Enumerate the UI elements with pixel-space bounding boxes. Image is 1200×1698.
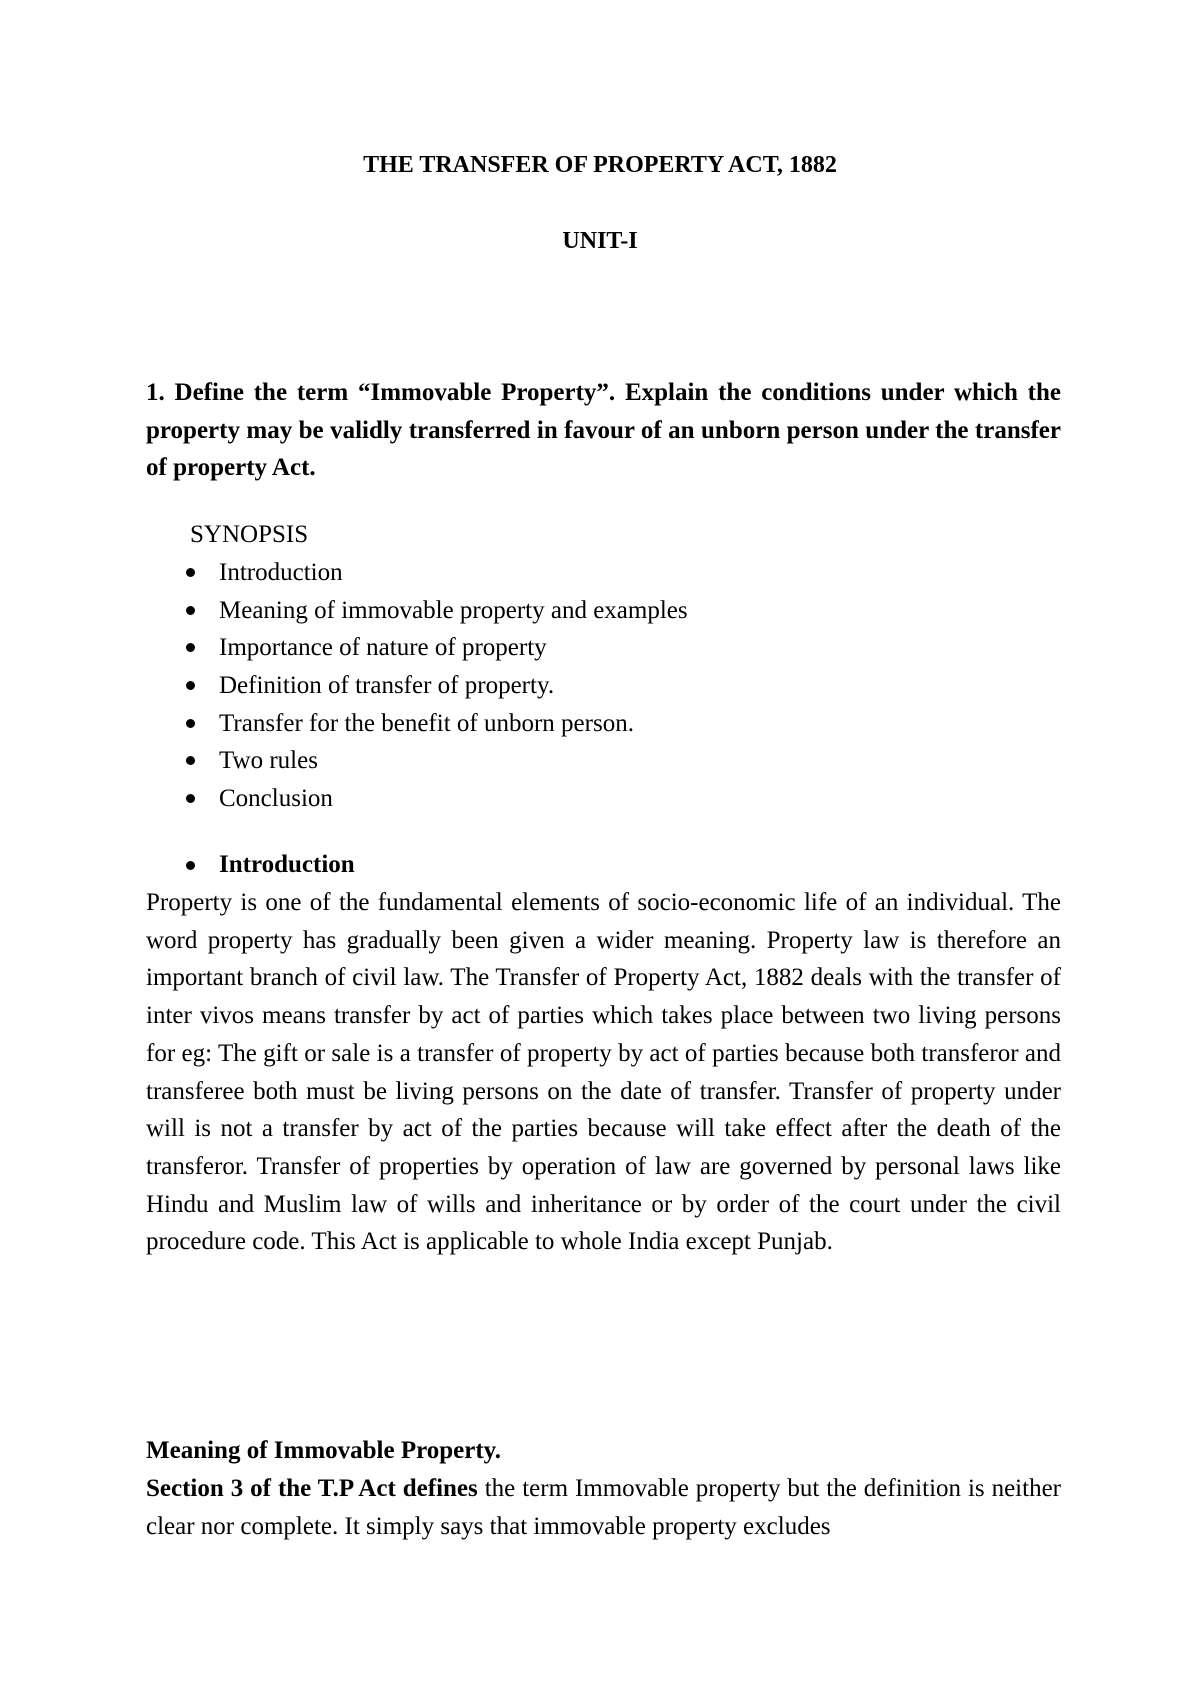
synopsis-item: [182, 742, 688, 780]
synopsis-item-label: Transfer for the benefit of unborn person.: [219, 709, 634, 737]
synopsis-item: [182, 667, 688, 705]
section-3-lead: Section 3 of the T.P Act defines: [146, 1475, 478, 1502]
synopsis-heading: SYNOPSIS: [190, 521, 309, 548]
bullet-icon: [186, 681, 195, 690]
document-title: THE TRANSFER OF PROPERTY ACT, 1882: [363, 152, 837, 178]
section-3-paragraph: [146, 1470, 1061, 1545]
unit-title: UNIT-I: [562, 228, 638, 254]
meaning-heading: Meaning of Immovable Property.: [146, 1437, 502, 1464]
synopsis-item: [182, 554, 688, 592]
synopsis-item: [182, 705, 688, 743]
synopsis-item-label: Two rules: [219, 747, 318, 775]
section-3-text: the term Immovable property but the definition is neither clear nor complete. It simply says that immovable property excludes: [146, 1475, 1061, 1540]
bullet-icon: [186, 606, 195, 615]
synopsis-item-label: Importance of nature of property: [219, 634, 547, 662]
bullet-icon: [186, 756, 195, 765]
introduction-heading-label: Introduction: [219, 851, 355, 878]
bullet-icon: [186, 719, 195, 728]
synopsis-item: [182, 629, 688, 667]
synopsis-item-label: Definition of transfer of property.: [219, 672, 555, 700]
introduction-paragraph: Property is one of the fundamental elements of socio-economic life of an individual. The word property has gradually been given a wider meaning. Property law is therefore an important branch of civil law. The Transfer of Property Act, 1882 deals with the transfer of inter vivos means transfer by act of parties which takes place between two living persons for eg: The gift or sale is a transfer of property by act of parties because both transferor and transferee both must be living persons on the date of transfer. Transfer of property under will is not a transfer by act of the parties because will take effect after the death of the transferor. Transfer of properties by operation of law are governed by personal laws like Hindu and Muslim law of wills and inheritance or by order of the court under the civil procedure code. This Act is applicable to whole India except Punjab.: [146, 889, 1061, 1256]
introduction-heading: [182, 846, 355, 884]
synopsis-item: [182, 592, 688, 630]
synopsis-item-label: Meaning of immovable property and examples: [219, 596, 688, 624]
bullet-icon: [186, 861, 195, 870]
synopsis-list: [182, 554, 688, 818]
bullet-icon: [186, 568, 195, 577]
bullet-icon: [186, 794, 195, 803]
synopsis-item-label: Conclusion: [219, 785, 333, 813]
bullet-icon: [186, 643, 195, 652]
question-text: 1. Define the term “Immovable Property”. Explain the conditions under which the property may be validly transferred in favour of an unborn person under the transfer of property Act.: [146, 379, 1061, 481]
synopsis-item: [182, 780, 688, 818]
synopsis-item-label: Introduction: [219, 559, 343, 586]
